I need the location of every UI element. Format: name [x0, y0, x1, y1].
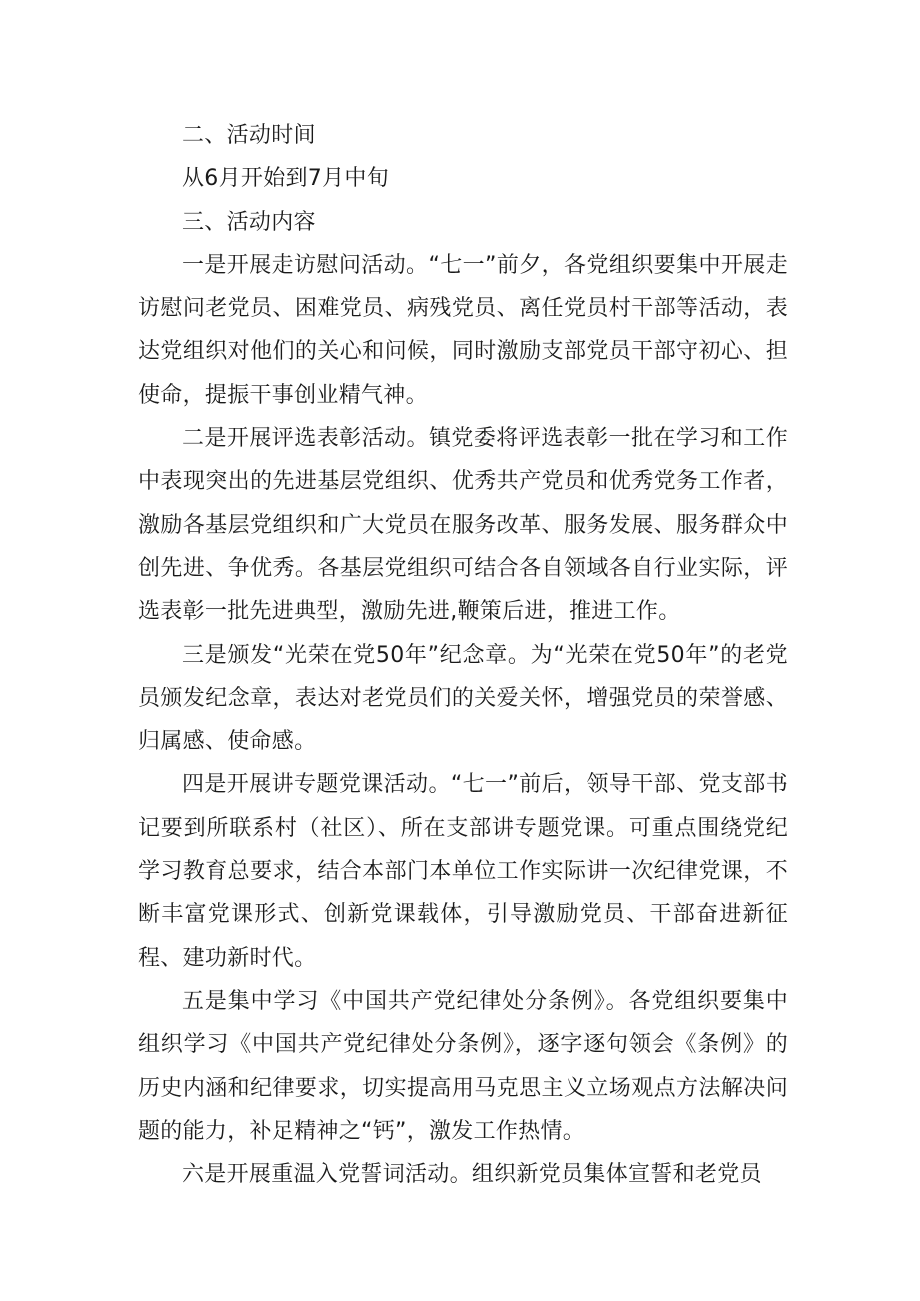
section-content-heading: 三、活动内容	[182, 209, 316, 235]
paragraph-regulation-study: 五是集中学习《中国共产党纪律处分条例》。各党组织要集中组织学习《中国共产党纪律处分条例》，逐字逐句领会《条例》的历史内涵和纪律要求，切实提高用马克思主义立场观点方法解决问题的能力，补足精神之“钙”，激发工作热情。	[138, 988, 788, 1144]
section-time-heading: 二、活动时间	[182, 123, 316, 148]
paragraph-medals: 三是颁发“光荣在党50年”纪念章。为“光荣在党50年”的老党员颁发纪念章，表达对老党员们的关爱关怀，增强党员的荣誉感、归属感、使命感。	[138, 642, 788, 755]
document-body	[138, 114, 788, 1196]
paragraph-visits: 一是开展走访慰问活动。“七一”前夕，各党组织要集中开展走访慰问老党员、困难党员、病残党员、离任党员村干部等活动，表达党组织对他们的关心和问候，同时激励支部党员干部守初心、担使命，提振干事创业精气神。	[138, 252, 788, 408]
paragraph-party-lectures: 四是开展讲专题党课活动。“七一”前后，领导干部、党支部书记要到所联系村（社区）、所在支部讲专题党课。可重点围绕党纪学习教育总要求，结合本部门本单位工作实际讲一次纪律党课，不断丰富党课形式、创新党课载体，引导激励党员、干部奋进新征程、建功新时代。	[138, 772, 788, 971]
paragraph-oath-review: 六是开展重温入党誓词活动。组织新党员集体宣誓和老党员	[182, 1162, 762, 1188]
paragraph-awards: 二是开展评选表彰活动。镇党委将评选表彰一批在学习和工作中表现突出的先进基层党组织、优秀共产党员和优秀党务工作者，激励各基层党组织和广大党员在服务改革、服务发展、服务群众中创先进、争优秀。各基层党组织可结合各自领域各自行业实际，评选表彰一批先进典型，激励先进,鞭策后进，推进工作。	[138, 426, 788, 625]
section-time-text: 从6月开始到7月中旬	[182, 166, 389, 192]
